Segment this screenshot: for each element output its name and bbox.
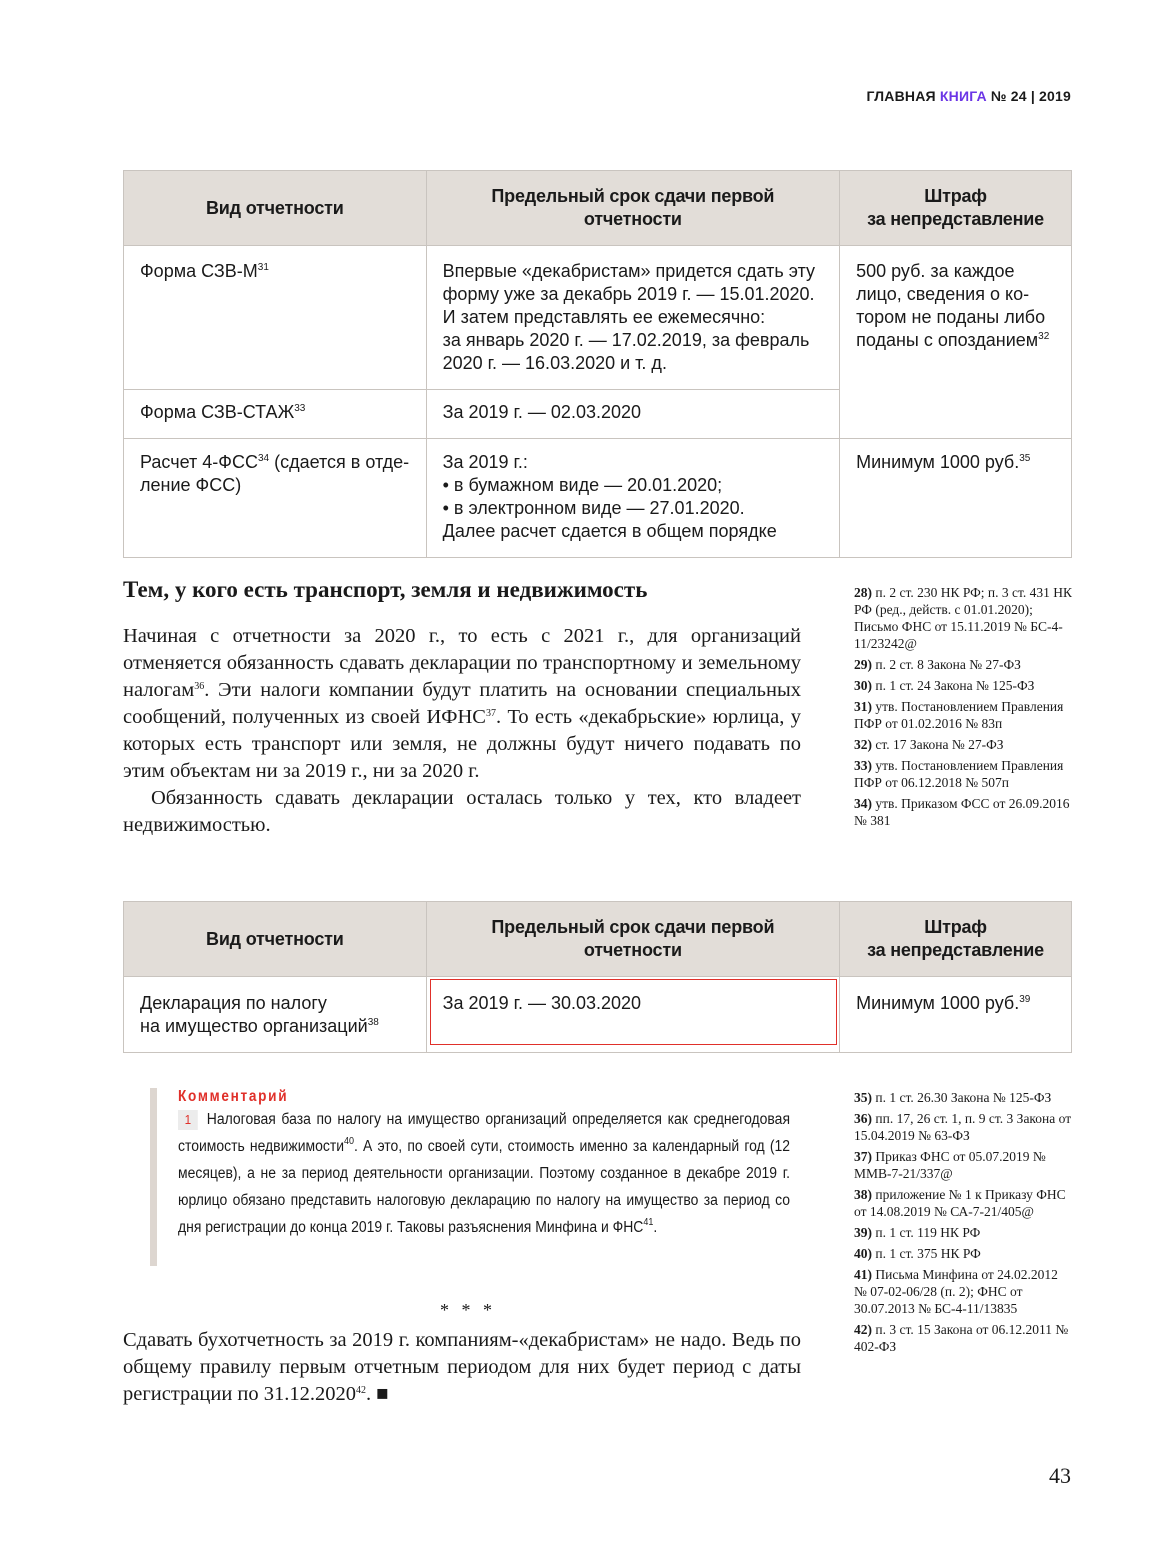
cell-text: 500 руб. за каждое лицо, сведения о ко- тором не поданы либо поданы с опозданием — [856, 261, 1046, 350]
footnote-text: утв. Постановлением Правления ПФР от 06.12.2018 № 507п — [854, 758, 1064, 790]
footnote-ref: 41 — [643, 1217, 654, 1228]
table-cell — [124, 390, 427, 439]
table-cell: За 2019 г. — 30.03.2020 — [426, 977, 839, 1053]
footnote-text: утв. Приказом ФСС от 26.09.2016 № 381 — [854, 796, 1070, 828]
table-cell — [840, 977, 1072, 1053]
footnote-number: 37) — [854, 1149, 872, 1164]
footnote-ref: 35 — [1019, 453, 1031, 464]
section-heading: Тем, у кого есть транспорт, земля и недвижимость — [123, 577, 648, 602]
column-header: Вид отчетности — [124, 171, 427, 246]
comment-number-badge: 1 — [178, 1110, 198, 1130]
footnote-text: приложение № 1 к Приказу ФНС от 14.08.2019 № СА-7-21/405@ — [854, 1187, 1066, 1219]
footnote — [854, 1321, 1074, 1355]
cell-text: (сдается в отде- ление ФСС) — [140, 452, 410, 495]
column-header: Предельный срок сдачи первой отчетности — [426, 902, 839, 977]
cell-text: Минимум 1000 руб. — [856, 452, 1020, 472]
footnote — [854, 656, 1074, 673]
footnote-number: 32) — [854, 737, 872, 752]
footnote-ref: 40 — [344, 1136, 355, 1147]
footnotes-top — [854, 584, 1074, 833]
footnote-text: п. 2 ст. 8 Закона № 27-ФЗ — [875, 657, 1021, 672]
footnote-text: п. 1 ст. 26.30 Закона № 125-ФЗ — [875, 1090, 1052, 1105]
table-cell: За 2019 г. — 02.03.2020 — [426, 390, 839, 439]
footnote-text: п. 3 ст. 15 Закона от 06.12.2011 № 402-ФЗ — [854, 1322, 1069, 1354]
footnote — [854, 1266, 1074, 1317]
footnote — [854, 677, 1074, 694]
footnote — [854, 1148, 1074, 1182]
footnote-number: 31) — [854, 699, 872, 714]
footnote — [854, 757, 1074, 791]
footnote — [854, 1089, 1074, 1106]
comment-block — [150, 1088, 800, 1266]
cell-text: Форма СЗВ-М — [140, 261, 258, 281]
footnote-number: 38) — [854, 1187, 872, 1202]
page-number: 43 — [1049, 1463, 1071, 1488]
table-cell — [840, 246, 1072, 439]
footnote-text: п. 1 ст. 375 НК РФ — [875, 1246, 981, 1261]
reporting-table-1 — [123, 170, 1072, 558]
column-header: Штраф за непредставление — [840, 171, 1072, 246]
footnote-number: 28) — [854, 585, 872, 600]
cell-text: Форма СЗВ-СТАЖ — [140, 402, 295, 422]
brand-name: ГЛАВНАЯ — [866, 88, 936, 104]
comment-text — [178, 1106, 790, 1241]
cell-text: Декларация по налогу на имущество организаций — [140, 993, 368, 1036]
footnote — [854, 1224, 1074, 1241]
column-header: Штраф за непредставление — [840, 902, 1072, 977]
footnote-number: 39) — [854, 1225, 872, 1240]
table-cell — [124, 977, 427, 1053]
footnote-ref: 34 — [257, 453, 270, 464]
footnote-number: 30) — [854, 678, 872, 693]
footnote-text: утв. Постановлением Правления ПФР от 01.02.2016 № 83п — [854, 699, 1064, 731]
footnote-text: п. 2 ст. 230 НК РФ; п. 3 ст. 431 НК РФ (ред., действ. с 01.01.2020); Письмо ФНС от 15.11.2019 № БС-4-11/23242@ — [854, 585, 1073, 651]
cell-text: Минимум 1000 руб. — [856, 993, 1020, 1013]
footnote-ref: 36 — [194, 681, 205, 692]
separator: * * * — [440, 1300, 496, 1320]
text: Сдавать бухотчетность за 2019 г. компаниям-«декабристам» не надо. Ведь по общему правилу первым отчетным периодом для них будет период с даты регистрации по 31.12.2020 — [123, 1329, 801, 1405]
reporting-table-2 — [123, 901, 1072, 1053]
footnote-ref: 37 — [485, 708, 496, 719]
footnote-number: 29) — [854, 657, 872, 672]
paragraph — [123, 623, 801, 785]
footnote-number: 36) — [854, 1111, 872, 1126]
footnote-text: Приказ ФНС от 05.07.2019 № ММВ-7-21/337@ — [854, 1149, 1046, 1181]
footnote-ref: 39 — [1019, 994, 1031, 1005]
footnote — [854, 1110, 1074, 1144]
footnote-text: п. 1 ст. 24 Закона № 125-ФЗ — [875, 678, 1035, 693]
text: . А это, по своей сути, стоимость именно за календарный год (12 месяцев), а не за период деятельности организации. Поэтому созданное в декабре 2019 г. юрлицо обязано представить налоговую декларацию по налогу на имущество за период со дня регистрации до конца 2019 г. Таковы разъяснения Минфина и ФНС — [178, 1138, 790, 1236]
table-cell: Впервые «декабристам» придется сдать эту форму уже за декабрь 2019 г. — 15.01.2020. И затем представлять ее ежемесячно: за январь 2020 г. — 17.02.2019, за февраль 2020 г. — 16.03.2020 и т. д. — [426, 246, 839, 390]
text: . ■ — [366, 1383, 389, 1405]
table-header-row — [124, 171, 1072, 246]
footnote-ref: 31 — [257, 262, 269, 273]
text: . — [653, 1219, 658, 1236]
footnote — [854, 795, 1074, 829]
issue-number: № 24 | 2019 — [990, 88, 1071, 104]
footnote-text: пп. 17, 26 ст. 1, п. 9 ст. 3 Закона от 15.04.2019 № 63-ФЗ — [854, 1111, 1072, 1143]
footnotes-bottom — [854, 1089, 1074, 1359]
table-cell: За 2019 г.: • в бумажном виде — 20.01.2020; • в электронном виде — 27.01.2020. Далее расчет сдается в общем порядке — [426, 439, 839, 558]
footnote-ref: 32 — [1038, 331, 1050, 342]
text: . Эти налоги компании будут платить на основании специальных сообщений, полученных из своей ИФНС — [123, 679, 801, 728]
footnote-ref: 42 — [356, 1385, 367, 1396]
footnote-number: 41) — [854, 1267, 872, 1282]
cell-text: Расчет 4-ФСС — [140, 452, 258, 472]
footnote-text: Письма Минфина от 24.02.2012 № 07-02-06/28 (п. 2); ФНС от 30.07.2013 № БС-4-11/13835 — [854, 1267, 1058, 1316]
table-row — [124, 439, 1072, 558]
footnote — [854, 584, 1074, 652]
table-header-row — [124, 902, 1072, 977]
paragraph — [123, 1327, 801, 1408]
footnote-text: п. 1 ст. 119 НК РФ — [875, 1225, 981, 1240]
column-header: Вид отчетности — [124, 902, 427, 977]
paragraph: Обязанность сдавать декларации осталась только у тех, кто владеет недвижимостью. — [123, 787, 801, 836]
column-header: Предельный срок сдачи первой отчетности — [426, 171, 839, 246]
footnote-number: 35) — [854, 1090, 872, 1105]
footnote — [854, 1245, 1074, 1262]
text: Начиная с отчетности за 2020 г., то есть с 2021 г., для организаций отменяется обязанность сдавать декларации по транспортному и земельному налогам — [123, 625, 801, 701]
running-header — [866, 88, 1071, 104]
final-paragraph — [123, 1327, 801, 1408]
footnote-number: 33) — [854, 758, 872, 773]
text: . То есть «декабрьские» юрлица, у которых есть транспорт или земля, не должны будут ничего подавать по этим объектам ни за 2019 г., ни за 2020 г. — [123, 706, 801, 782]
table-row — [124, 246, 1072, 390]
footnote — [854, 698, 1074, 732]
table-row — [124, 977, 1072, 1053]
table-cell — [124, 246, 427, 390]
section-body — [123, 623, 801, 839]
footnote-number: 34) — [854, 796, 872, 811]
table-cell — [124, 439, 427, 558]
footnote-text: ст. 17 Закона № 27-ФЗ — [875, 737, 1004, 752]
footnote-number: 40) — [854, 1246, 872, 1261]
footnote-ref: 38 — [367, 1017, 379, 1028]
footnote — [854, 1186, 1074, 1220]
brand-name-accent: КНИГА — [939, 88, 987, 104]
comment-title: Комментарий — [178, 1088, 289, 1105]
text: Налоговая база по налогу на имущество организаций определяется как среднегодовая стоимость недвижимости — [178, 1111, 791, 1155]
footnote-ref: 33 — [294, 403, 306, 414]
footnote — [854, 736, 1074, 753]
table-cell — [840, 439, 1072, 558]
footnote-number: 42) — [854, 1322, 872, 1337]
